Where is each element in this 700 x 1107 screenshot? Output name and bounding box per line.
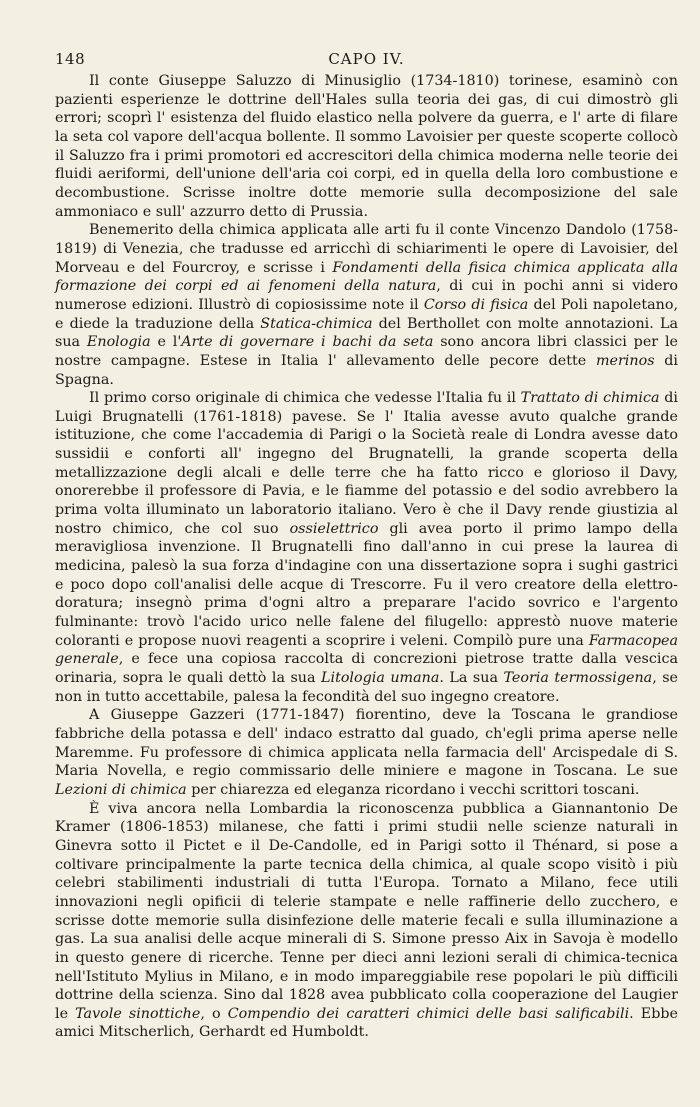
book-page <box>55 50 678 1042</box>
paragraph-text: di Luigi Brugnatelli (1761-1818) pavese. Se l' Italia avesse avuto qualche grande istituzione, che come l'accademia di Parigi o la Società reale di Londra avesse dato sussidii e conforti all' ingegno del Brugnatelli, la grande scoperta della metallizzazione degli alcali e delle terre che ha fatto ricco e glorioso il Davy, onorerebbe il professore di Pavia, e le fiamme del potassio e del sodio avrebbero la prima volta illuminato un laboratorio italiano. Vero è che il Davy rende giustizia al nostro chimico, che col suo <box>55 390 678 537</box>
paragraph-text: sono ancora libri classici per le nostre campagne. Estese in Italia l' allevamento delle pecore dette <box>55 334 678 369</box>
paragraph-text: del Berthollet con molte annotazioni. La sua <box>55 315 678 351</box>
italic-title-text: Lezioni di chimica <box>55 781 187 798</box>
running-head <box>55 50 678 72</box>
chapter-title: CAPO IV. <box>328 50 405 68</box>
paragraph-text: , o <box>200 1005 228 1022</box>
italic-title-text: Arte di governare i bachi da seta <box>181 334 434 351</box>
italic-title-text: Farmacopea generale <box>55 632 678 668</box>
paragraph <box>55 389 678 706</box>
italic-title-text: ossielettrico <box>289 520 379 537</box>
body-text <box>55 72 678 1042</box>
paragraph-text: gli avea porto il primo lampo della meravigliosa invenzione. Il Brugnatelli fino dall'anno in cui prese la laurea di medicina, palesò la sua forza d'indagine con una dissertazione sopra i sughi gastrici e poco dopo coll'analisi delle acque di Trescorre. Fu il vero creatore della elettro-doratura; insegnò prima d'ogni altro a preparare l'acido sovrico e l'argento fulminante: trovò l'acido urico nelle falene del filugello: apprestò nuove materie coloranti e propose nuovi reagenti a scoprire i veleni. Compilò pure una <box>55 520 679 649</box>
paragraph-text: A Giuseppe Gazzeri (1771-1847) fiorentino, deve la Toscana le grandiose fabbriche della potassa e dell' indaco estratto dal guado, ch'egli prima aperse nelle Maremme. Fu professore di chimica applicata nella farmacia dell' Arcispedale di S. Maria Novella, e regio commissario delle miniere e magone in Toscana. Le sue <box>55 707 678 780</box>
paragraph-text: per chiarezza ed eleganza ricordano i vecchi scrittori toscani. <box>186 781 640 798</box>
paragraph-text: del Poli napoletano, e diede la traduzione della <box>55 296 678 332</box>
italic-title-text: Trattato di chimica <box>520 390 660 407</box>
italic-title-text: Litologia umana <box>321 670 440 686</box>
paragraph-text: e l' <box>150 334 182 351</box>
page-number: 148 <box>55 50 86 68</box>
paragraph-text: , di cui in pochi anni si videro numerose edizioni. Illustrò di copiosissime note il <box>55 278 678 313</box>
paragraph-text: . Ebbe amici Mitscherlich, Gerhardt ed Humboldt. <box>55 1005 679 1041</box>
paragraph-text: , se non in tutto accettabile, palesa la fecondità del suo ingegno creatore. <box>55 670 679 705</box>
italic-title-text: Tavole sinottiche <box>75 1005 201 1022</box>
italic-title-text: Teoria termossigena <box>503 670 653 686</box>
paragraph-text: , e fece una copiosa raccolta di concrezioni pietrose tratte dalla vescica orinaria, sopra le quali dettò la sua <box>55 651 678 686</box>
italic-title-text: Corso di fisica <box>423 296 529 313</box>
italic-title-text: merinos <box>595 352 655 369</box>
paragraph-text: È viva ancora nella Lombardia la riconoscenza pubblica a Giannantonio De Kramer (1806-1853) milanese, che fatti i primi studii nelle scienze naturali in Ginevra sotto il Pictet e il De-Candolle, ed in Parigi sotto il Thénard, si pose a coltivare principalmente la parte tecnica della chimica, al quale scopo visitò i più celebri stabilimenti industriali di tutta l'Europa. Tornato a Milano, fece utili innovazioni negli opificii di telerie stampate e nelle raffinerie dello zucchero, e scrisse dotte memorie sulla disinfezione delle materie fecali e sulla illuminazione a gas. La sua analisi delle acque minerali di S. Simone presso Aix in Savoja è modello in questo genere di ricerche. Tenne per dieci anni lezioni serali di chimica-tecnica nell'Istituto Mylius in Milano, e in modo impareggiabile rese popolari le più difficili dottrine della scienza. Sino dal 1828 avea pubblicato colla cooperazione del Laugier le <box>55 800 678 1022</box>
paragraph-text: Il primo corso originale di chimica che vedesse l'Italia fu il <box>89 390 521 407</box>
paragraph-text: Benemerito della chimica applicata alle arti fu il conte Vincenzo Dandolo (1758-1819) di Venezia, che tradusse ed arricchì di schiarimenti le opere di Lavoisier, del Morveau e del Fourcroy, e scrisse i <box>55 222 678 276</box>
paragraph <box>55 221 678 389</box>
paragraph <box>55 72 678 221</box>
paragraph <box>55 800 678 1043</box>
paragraph-text: di Spagna. <box>55 352 678 388</box>
paragraph-text: . La sua <box>439 670 504 686</box>
paragraph-text: Il conte Giuseppe Saluzzo di Minusiglio (1734-1810) torinese, esaminò con pazienti esperienze le dottrine dell'Hales sulla teoria dei gas, di cui dimostrò gli errori; scoprì l' esistenza del fluido elastico nella polvere da guerra, e l' arte di filare la seta col vapore dell'acqua bollente. Il sommo Lavoisier per queste scoperte collocò il Saluzzo fra i primi promotori ed accrescitori della chimica moderna nelle teorie dei fluidi aeriformi, dell'unione dell'aria coi corpi, ed in quella della loro combustione e decombustione. Scrisse inoltre dotte memorie sulla decomposizione del sale ammoniaco e sull' azzurro detto di Prussia. <box>55 73 678 220</box>
italic-title-text: Statica-chimica <box>260 315 373 332</box>
paragraph <box>55 706 678 799</box>
italic-title-text: Fondamenti della fisica chimica applicata alla formazione dei corpi ed ai fenomeni della natura <box>55 259 678 295</box>
italic-title-text: Enologia <box>86 334 151 351</box>
italic-title-text: Compendio dei caratteri chimici delle basi salificabili <box>227 1005 630 1022</box>
